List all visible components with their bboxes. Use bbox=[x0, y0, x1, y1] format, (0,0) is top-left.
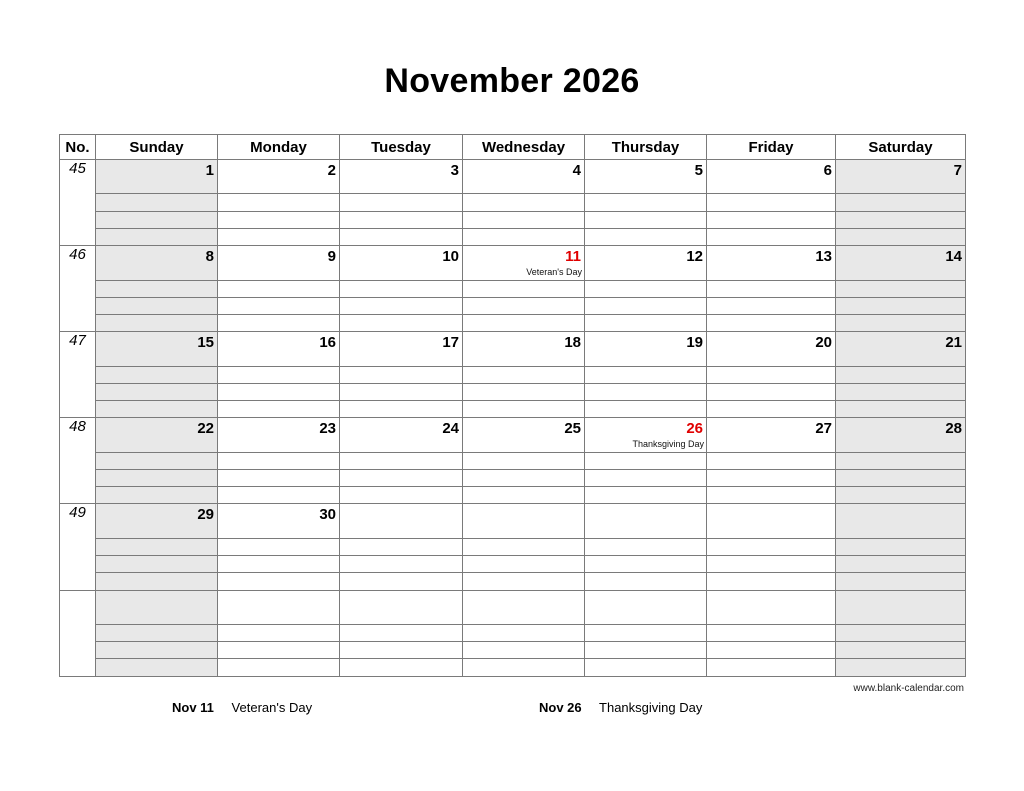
note-line[interactable] bbox=[463, 625, 585, 642]
note-line[interactable] bbox=[585, 556, 707, 573]
note-line[interactable] bbox=[218, 366, 340, 383]
day-cell[interactable] bbox=[340, 246, 463, 280]
note-line[interactable] bbox=[340, 625, 463, 642]
day-cell[interactable] bbox=[340, 590, 463, 624]
note-line[interactable] bbox=[218, 280, 340, 297]
note-line[interactable] bbox=[585, 573, 707, 590]
note-line[interactable] bbox=[585, 383, 707, 400]
header-sunday: Sunday bbox=[96, 135, 218, 160]
note-line[interactable] bbox=[836, 538, 966, 555]
calendar-grid bbox=[59, 134, 966, 677]
note-line[interactable] bbox=[96, 659, 218, 677]
day-number: 4 bbox=[572, 162, 581, 179]
note-line[interactable] bbox=[836, 366, 966, 383]
note-line[interactable] bbox=[340, 366, 463, 383]
week-number: 47 bbox=[60, 332, 96, 418]
day-number: 5 bbox=[694, 162, 703, 179]
note-line[interactable] bbox=[836, 556, 966, 573]
holiday-date: Nov 11 bbox=[172, 700, 214, 715]
holiday-day-number: 11 bbox=[565, 248, 581, 266]
note-line[interactable] bbox=[218, 625, 340, 642]
day-number: 8 bbox=[205, 248, 214, 266]
header-friday: Friday bbox=[707, 135, 836, 160]
day-cell[interactable] bbox=[707, 504, 836, 538]
note-line[interactable] bbox=[96, 487, 218, 504]
day-cell[interactable] bbox=[707, 160, 836, 194]
day-cell[interactable] bbox=[836, 160, 966, 194]
day-cell[interactable] bbox=[218, 246, 340, 280]
note-line[interactable] bbox=[836, 280, 966, 297]
note-line[interactable] bbox=[463, 211, 585, 228]
day-cell[interactable] bbox=[218, 590, 340, 624]
week-number: 49 bbox=[60, 504, 96, 590]
note-line[interactable] bbox=[707, 659, 836, 677]
holiday-list bbox=[0, 700, 1024, 720]
note-line[interactable] bbox=[463, 573, 585, 590]
day-number: 17 bbox=[442, 334, 459, 352]
note-line[interactable] bbox=[463, 401, 585, 418]
note-line[interactable] bbox=[340, 573, 463, 590]
note-line[interactable] bbox=[96, 194, 218, 211]
note-line[interactable] bbox=[585, 194, 707, 211]
day-number: 15 bbox=[197, 334, 214, 352]
day-cell[interactable] bbox=[585, 590, 707, 624]
note-line[interactable] bbox=[463, 297, 585, 314]
note-line[interactable] bbox=[585, 211, 707, 228]
note-line[interactable] bbox=[218, 211, 340, 228]
note-line[interactable] bbox=[707, 538, 836, 555]
website-credit[interactable]: www.blank-calendar.com bbox=[853, 683, 964, 694]
note-line[interactable] bbox=[836, 625, 966, 642]
note-line[interactable] bbox=[836, 573, 966, 590]
day-cell[interactable] bbox=[707, 246, 836, 280]
note-line[interactable] bbox=[340, 538, 463, 555]
day-cell-holiday[interactable] bbox=[463, 246, 585, 280]
note-line[interactable] bbox=[340, 452, 463, 469]
note-line[interactable] bbox=[463, 470, 585, 487]
day-cell[interactable] bbox=[463, 504, 585, 538]
note-line[interactable] bbox=[218, 194, 340, 211]
day-number: 6 bbox=[823, 162, 832, 179]
note-line[interactable] bbox=[585, 228, 707, 245]
note-line[interactable] bbox=[707, 625, 836, 642]
day-cell[interactable] bbox=[218, 418, 340, 452]
day-cell[interactable] bbox=[585, 332, 707, 366]
note-line[interactable] bbox=[836, 228, 966, 245]
day-cell[interactable] bbox=[707, 332, 836, 366]
note-line[interactable] bbox=[707, 642, 836, 659]
holiday-label: Thanksgiving Day bbox=[632, 439, 704, 450]
day-number: 29 bbox=[197, 506, 214, 524]
day-cell[interactable] bbox=[218, 332, 340, 366]
week-row bbox=[60, 504, 966, 538]
holiday-name: Veteran's Day bbox=[231, 700, 313, 715]
note-line[interactable] bbox=[585, 280, 707, 297]
note-line[interactable] bbox=[585, 538, 707, 555]
day-cell[interactable] bbox=[836, 246, 966, 280]
day-cell[interactable] bbox=[218, 504, 340, 538]
note-line[interactable] bbox=[585, 452, 707, 469]
note-line[interactable] bbox=[463, 194, 585, 211]
holiday-date: Nov 26 bbox=[539, 700, 582, 715]
note-line[interactable] bbox=[585, 642, 707, 659]
note-line[interactable] bbox=[463, 280, 585, 297]
note-line[interactable] bbox=[585, 297, 707, 314]
note-line[interactable] bbox=[96, 625, 218, 642]
note-line[interactable] bbox=[340, 487, 463, 504]
day-number: 18 bbox=[564, 334, 581, 352]
day-cell[interactable] bbox=[96, 160, 218, 194]
note-line[interactable] bbox=[707, 452, 836, 469]
day-number: 7 bbox=[953, 162, 962, 179]
header-saturday: Saturday bbox=[836, 135, 966, 160]
note-line[interactable] bbox=[836, 642, 966, 659]
day-cell[interactable] bbox=[707, 418, 836, 452]
holiday-item bbox=[172, 700, 312, 715]
note-line[interactable] bbox=[836, 297, 966, 314]
day-cell[interactable] bbox=[218, 160, 340, 194]
note-line[interactable] bbox=[836, 401, 966, 418]
day-number bbox=[340, 504, 462, 507]
note-line[interactable] bbox=[707, 556, 836, 573]
day-number bbox=[585, 504, 706, 507]
note-line[interactable] bbox=[218, 642, 340, 659]
header-wednesday: Wednesday bbox=[463, 135, 585, 160]
note-line[interactable] bbox=[218, 659, 340, 677]
day-cell[interactable] bbox=[836, 418, 966, 452]
day-cell[interactable] bbox=[836, 504, 966, 538]
note-line[interactable] bbox=[218, 573, 340, 590]
day-number bbox=[836, 504, 965, 507]
note-line[interactable] bbox=[218, 556, 340, 573]
note-line[interactable] bbox=[218, 297, 340, 314]
note-line[interactable] bbox=[585, 487, 707, 504]
note-line[interactable] bbox=[96, 297, 218, 314]
day-cell[interactable] bbox=[585, 504, 707, 538]
holiday-day-number: 26 bbox=[686, 420, 703, 438]
note-line[interactable] bbox=[463, 556, 585, 573]
note-line[interactable] bbox=[707, 280, 836, 297]
note-line[interactable] bbox=[707, 470, 836, 487]
day-cell[interactable] bbox=[463, 418, 585, 452]
note-line[interactable] bbox=[340, 194, 463, 211]
note-line[interactable] bbox=[463, 452, 585, 469]
day-cell[interactable] bbox=[96, 504, 218, 538]
note-line[interactable] bbox=[463, 659, 585, 677]
holiday-item bbox=[539, 700, 702, 715]
note-line[interactable] bbox=[836, 383, 966, 400]
note-line[interactable] bbox=[218, 487, 340, 504]
note-line[interactable] bbox=[340, 315, 463, 332]
day-number: 28 bbox=[945, 420, 962, 438]
week-number: 46 bbox=[60, 246, 96, 332]
note-line[interactable] bbox=[96, 452, 218, 469]
holiday-label: Veteran's Day bbox=[526, 267, 582, 278]
header-tuesday: Tuesday bbox=[340, 135, 463, 160]
day-number: 27 bbox=[815, 420, 832, 438]
note-line[interactable] bbox=[340, 211, 463, 228]
note-line[interactable] bbox=[340, 659, 463, 677]
header-row bbox=[60, 135, 966, 160]
day-number bbox=[707, 504, 835, 507]
day-cell[interactable] bbox=[340, 418, 463, 452]
week-row bbox=[60, 418, 966, 452]
day-cell[interactable] bbox=[96, 418, 218, 452]
note-line[interactable] bbox=[218, 452, 340, 469]
holiday-name: Thanksgiving Day bbox=[599, 700, 703, 715]
week-row bbox=[60, 332, 966, 366]
note-line[interactable] bbox=[463, 538, 585, 555]
day-number: 16 bbox=[319, 334, 336, 352]
note-line[interactable] bbox=[585, 659, 707, 677]
note-line[interactable] bbox=[218, 315, 340, 332]
note-line[interactable] bbox=[218, 401, 340, 418]
week-number bbox=[60, 590, 96, 676]
header-thursday: Thursday bbox=[585, 135, 707, 160]
note-line[interactable] bbox=[836, 659, 966, 677]
week-row bbox=[60, 160, 966, 194]
day-number: 9 bbox=[327, 248, 336, 266]
note-line[interactable] bbox=[707, 366, 836, 383]
note-line[interactable] bbox=[340, 556, 463, 573]
note-line[interactable] bbox=[585, 366, 707, 383]
day-cell[interactable] bbox=[585, 160, 707, 194]
note-line[interactable] bbox=[707, 315, 836, 332]
note-line[interactable] bbox=[707, 573, 836, 590]
note-line[interactable] bbox=[96, 401, 218, 418]
note-line[interactable] bbox=[836, 194, 966, 211]
note-line[interactable] bbox=[707, 297, 836, 314]
day-number: 1 bbox=[205, 162, 214, 179]
note-line[interactable] bbox=[96, 366, 218, 383]
note-line[interactable] bbox=[585, 625, 707, 642]
note-line[interactable] bbox=[340, 642, 463, 659]
note-line[interactable] bbox=[707, 228, 836, 245]
day-number: 23 bbox=[319, 420, 336, 438]
note-line[interactable] bbox=[218, 470, 340, 487]
header-week-number: No. bbox=[60, 135, 96, 160]
note-line[interactable] bbox=[836, 470, 966, 487]
page-title: November 2026 bbox=[384, 62, 640, 100]
day-number: 21 bbox=[945, 334, 962, 352]
day-cell[interactable] bbox=[340, 160, 463, 194]
note-line[interactable] bbox=[707, 194, 836, 211]
note-line[interactable] bbox=[463, 383, 585, 400]
day-cell[interactable] bbox=[707, 590, 836, 624]
note-line[interactable] bbox=[707, 211, 836, 228]
note-line[interactable] bbox=[707, 401, 836, 418]
note-line[interactable] bbox=[340, 297, 463, 314]
note-line[interactable] bbox=[340, 470, 463, 487]
day-cell[interactable] bbox=[463, 160, 585, 194]
week-row bbox=[60, 590, 966, 624]
note-line[interactable] bbox=[585, 401, 707, 418]
day-number: 12 bbox=[686, 248, 703, 266]
note-line[interactable] bbox=[96, 280, 218, 297]
day-number: 19 bbox=[686, 334, 703, 352]
day-cell[interactable] bbox=[585, 246, 707, 280]
note-line[interactable] bbox=[218, 228, 340, 245]
note-line[interactable] bbox=[96, 228, 218, 245]
day-number: 20 bbox=[815, 334, 832, 352]
note-line[interactable] bbox=[836, 487, 966, 504]
note-line[interactable] bbox=[96, 556, 218, 573]
week-number: 45 bbox=[60, 160, 96, 246]
day-cell[interactable] bbox=[96, 332, 218, 366]
day-number: 22 bbox=[197, 420, 214, 438]
day-cell[interactable] bbox=[836, 332, 966, 366]
note-line[interactable] bbox=[218, 383, 340, 400]
day-number: 2 bbox=[327, 162, 336, 179]
note-line[interactable] bbox=[96, 383, 218, 400]
note-line[interactable] bbox=[836, 315, 966, 332]
day-number: 14 bbox=[945, 248, 962, 266]
note-line[interactable] bbox=[707, 487, 836, 504]
note-line[interactable] bbox=[96, 538, 218, 555]
day-cell[interactable] bbox=[340, 504, 463, 538]
note-line[interactable] bbox=[585, 470, 707, 487]
day-number: 25 bbox=[564, 420, 581, 438]
day-number: 13 bbox=[815, 248, 832, 266]
day-cell[interactable] bbox=[340, 332, 463, 366]
note-line[interactable] bbox=[96, 573, 218, 590]
note-line[interactable] bbox=[463, 366, 585, 383]
day-cell[interactable] bbox=[96, 590, 218, 624]
note-line[interactable] bbox=[463, 487, 585, 504]
note-line[interactable] bbox=[96, 315, 218, 332]
week-number: 48 bbox=[60, 418, 96, 504]
day-cell-holiday[interactable] bbox=[585, 418, 707, 452]
note-line[interactable] bbox=[218, 538, 340, 555]
note-line[interactable] bbox=[463, 642, 585, 659]
note-line[interactable] bbox=[340, 401, 463, 418]
note-line[interactable] bbox=[836, 452, 966, 469]
day-number: 30 bbox=[319, 506, 336, 524]
note-line[interactable] bbox=[463, 228, 585, 245]
day-number: 24 bbox=[442, 420, 459, 438]
day-cell[interactable] bbox=[96, 246, 218, 280]
note-line[interactable] bbox=[585, 315, 707, 332]
day-cell[interactable] bbox=[463, 332, 585, 366]
note-line[interactable] bbox=[836, 211, 966, 228]
note-line[interactable] bbox=[707, 383, 836, 400]
day-cell[interactable] bbox=[463, 590, 585, 624]
day-number: 10 bbox=[442, 248, 459, 266]
note-line[interactable] bbox=[96, 211, 218, 228]
note-line[interactable] bbox=[96, 642, 218, 659]
header-monday: Monday bbox=[218, 135, 340, 160]
day-number bbox=[463, 504, 584, 507]
week-row bbox=[60, 246, 966, 280]
note-line[interactable] bbox=[340, 228, 463, 245]
day-number: 3 bbox=[450, 162, 459, 179]
day-cell[interactable] bbox=[836, 590, 966, 624]
note-line[interactable] bbox=[96, 470, 218, 487]
note-line[interactable] bbox=[340, 383, 463, 400]
note-line[interactable] bbox=[340, 280, 463, 297]
note-line[interactable] bbox=[463, 315, 585, 332]
